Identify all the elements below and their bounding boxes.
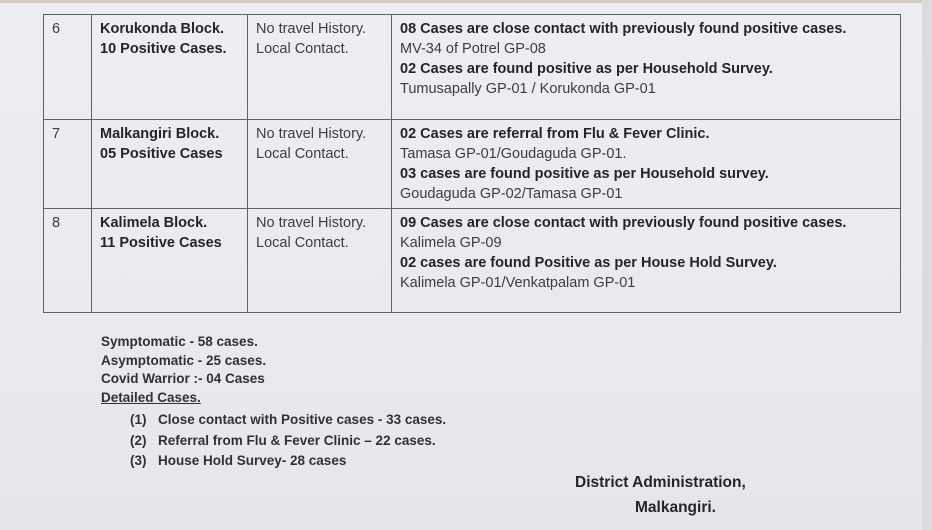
travel-history: No travel History.	[256, 215, 367, 231]
block-cell	[92, 15, 248, 120]
history-cell	[248, 209, 392, 313]
detail-line: 02 Cases are found positive as per Household Survey.	[400, 61, 773, 77]
row-serial-number: 7	[44, 120, 92, 209]
list-item-number: (2)	[130, 432, 147, 448]
list-item	[130, 431, 446, 452]
list-item	[130, 410, 446, 431]
details-cell	[392, 120, 901, 209]
block-name: Korukonda Block.	[100, 21, 225, 37]
list-item-text: Close contact with Positive cases - 33 cases.	[158, 412, 447, 427]
detail-line: 03 cases are found positive as per Household survey.	[400, 166, 769, 182]
row-serial-number: 8	[44, 209, 92, 313]
summary-block	[101, 333, 266, 408]
signature-block	[575, 470, 746, 520]
asymptomatic-count: Asymptomatic - 25 cases.	[101, 352, 267, 368]
block-name: Malkangiri Block.	[100, 126, 220, 142]
symptomatic-count: Symptomatic - 58 cases.	[101, 334, 258, 349]
table-row	[44, 209, 901, 313]
block-name: Kalimela Block.	[100, 215, 208, 231]
detail-line: Kalimela GP-09	[400, 235, 502, 251]
positive-cases-count: 10 Positive Cases.	[100, 41, 227, 57]
list-item-text: House Hold Survey- 28 cases	[158, 453, 347, 468]
detail-line: Tumusapally GP-01 / Korukonda GP-01	[400, 81, 656, 97]
list-item-number: (1)	[130, 412, 147, 427]
positive-cases-count: 11 Positive Cases	[100, 235, 222, 251]
details-cell	[392, 209, 901, 313]
detailed-cases-list	[130, 410, 446, 472]
contact-type: Local Contact.	[256, 41, 349, 57]
signature-line-2: Malkangiri.	[635, 499, 716, 516]
block-cell	[92, 209, 248, 313]
cases-table	[43, 14, 901, 313]
contact-type: Local Contact.	[256, 146, 349, 162]
history-cell	[248, 120, 392, 209]
detail-line: Kalimela GP-01/Venkatpalam GP-01	[400, 275, 636, 291]
detail-line: Goudaguda GP-02/Tamasa GP-01	[400, 186, 623, 202]
contact-type: Local Contact.	[256, 235, 349, 251]
detail-line: MV-34 of Potrel GP-08	[400, 41, 546, 57]
detail-line: 02 Cases are referral from Flu & Fever Clinic.	[400, 126, 710, 142]
details-cell	[392, 15, 901, 120]
table-row	[44, 15, 901, 120]
positive-cases-count: 05 Positive Cases	[100, 146, 223, 162]
signature-line-1: District Administration,	[575, 474, 746, 491]
table-row	[44, 120, 901, 209]
detailed-cases-heading: Detailed Cases.	[101, 390, 201, 406]
history-cell	[248, 15, 392, 120]
detail-line: 09 Cases are close contact with previously found positive cases.	[400, 215, 847, 231]
travel-history: No travel History.	[256, 126, 367, 142]
row-serial-number: 6	[44, 15, 92, 120]
list-item-text: Referral from Flu & Fever Clinic – 22 cases.	[158, 432, 436, 448]
detail-line: 08 Cases are close contact with previously found positive cases.	[400, 21, 847, 37]
detail-line: Tamasa GP-01/Goudaguda GP-01.	[400, 146, 627, 162]
block-cell	[92, 120, 248, 209]
covid-warrior-count: Covid Warrior :- 04 Cases	[101, 371, 265, 387]
travel-history: No travel History.	[256, 21, 367, 37]
detail-line: 02 cases are found Positive as per House Hold Survey.	[400, 255, 777, 271]
list-item	[130, 451, 446, 472]
paper-top-edge	[0, 0, 932, 3]
paper-right-edge	[922, 0, 932, 530]
list-item-number: (3)	[130, 453, 147, 468]
